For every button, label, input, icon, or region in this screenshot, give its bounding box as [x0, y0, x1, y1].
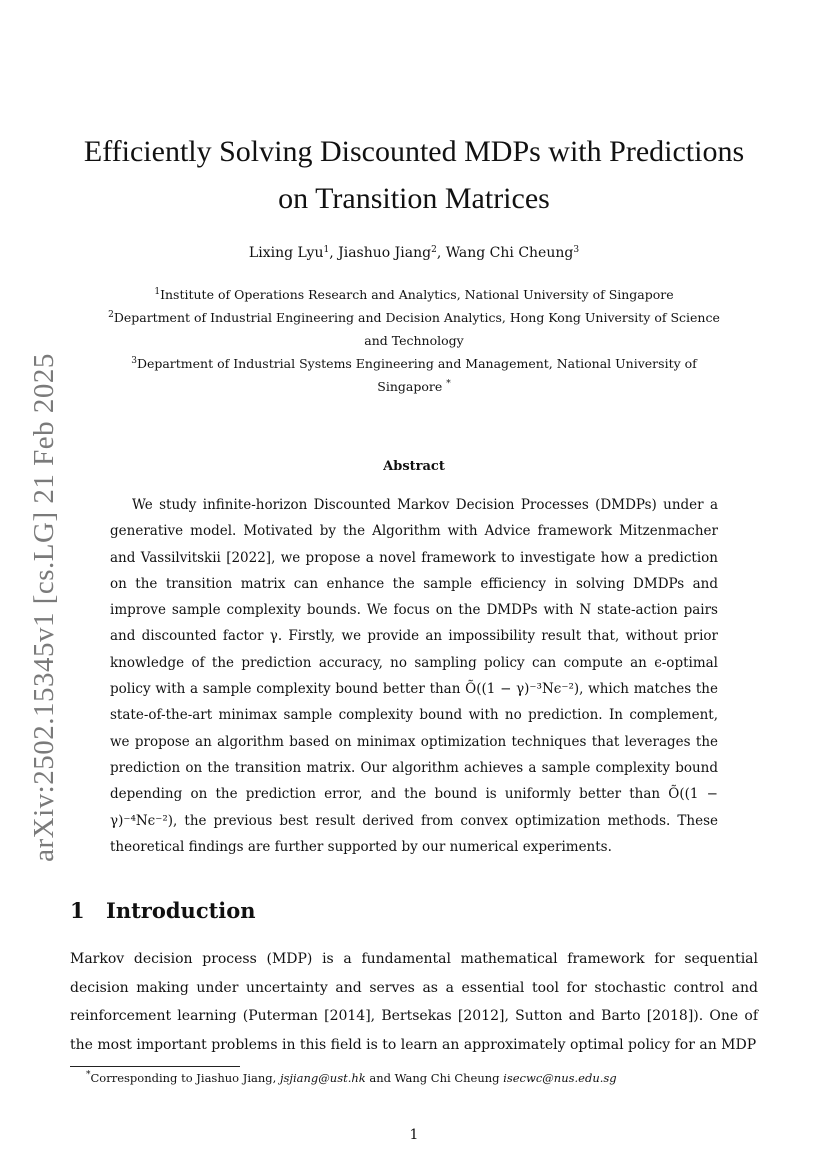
author-name: Wang Chi Cheung — [445, 245, 574, 261]
abstract-heading: Abstract — [383, 459, 445, 474]
section-number: 1 — [70, 898, 85, 923]
affiliation-item: $^1$Institute of Operations Research and Analytics, National University of Singapore — [154, 287, 674, 302]
abstract-body — [110, 492, 718, 860]
footnote-mark: * — [446, 379, 451, 389]
footnote-mark: * — [86, 1070, 91, 1080]
affiliation-item: $^2$Department of Industrial Engineering and Decision Analytics, Hong Kong University of Science and Technology — [108, 310, 720, 348]
page-number: 1 — [409, 1127, 419, 1143]
author-list: Lixing Lyu$^1$, Jiashuo Jiang$^2$, Wang Chi Cheung$^3$ — [248, 245, 580, 261]
body-paragraph: Markov decision process (MDP) is a fundamental mathematical framework for sequential decision making under uncertainty and serves as a essential tool for stochastic control and reinforcement learning (Puterman [2014], Bertsekas [2012], Sutton and Barto [2018]). One of the most important problems in this field is to learn an approximately optimal policy for an MDP — [70, 951, 758, 1053]
abstract-paragraph: We study infinite-horizon Discounted Markov Decision Processes (DMDPs) under a generative model. Motivated by the Algorithm with Advice framework Mitzenmacher and Vassilvitskii [2022], we propose a novel framework to investigate how a prediction on the transition matrix can enhance the sample efficiency in solving DMDPs and improve sample complexity bounds. We focus on the DMDPs with N state-action pairs and discounted factor γ. Firstly, we provide an impossibility result that, without prior knowledge of the prediction accuracy, no sampling policy can compute an ϵ-optimal policy with a sample complexity bound better than Õ((1 − γ)⁻³Nϵ⁻²), which matches the state-of-the-art minimax sample complexity bound with no prediction. In complement, we propose an algorithm based on minimax optimization techniques that leverages the prediction on the transition matrix. Our algorithm achieves a sample complexity bound depending on the prediction error, and the bound is uniformly better than Õ((1 − γ)⁻⁴Nϵ⁻²), the previous best result derived from convex optimization methods. These theoretical findings are further supported by our numerical experiments. — [110, 497, 718, 855]
affiliation-item: $^3$Department of Industrial Systems Engineering and Management, National University of Singapore * — [131, 356, 697, 394]
email-link[interactable]: isecwc@nus.edu.sg — [503, 1071, 617, 1085]
author-affiliation-mark: 1 — [323, 245, 330, 255]
author-name: Jiashuo Jiang — [338, 245, 432, 261]
author-affiliation-mark: 3 — [573, 245, 580, 255]
introduction-body — [70, 945, 758, 1059]
section-title: Introduction — [106, 898, 256, 923]
footnote-divider — [70, 1066, 240, 1067]
paper-title — [60, 128, 768, 222]
section-heading — [70, 898, 256, 923]
arxiv-identifier-stamp — [18, 353, 70, 862]
affiliation-list — [100, 283, 728, 398]
title-line-2: on Transition Matrices — [278, 182, 550, 215]
author-name: Lixing Lyu — [248, 245, 324, 261]
arxiv-identifier-text: arXiv:2502.15345v1 [cs.LG] 21 Feb 2025 — [27, 353, 60, 862]
title-line-1: Efficiently Solving Discounted MDPs with Predictions — [83, 135, 745, 168]
email-link[interactable]: jsjiang@ust.hk — [279, 1071, 366, 1085]
author-affiliation-mark: 2 — [431, 245, 437, 255]
footnote: *Corresponding to Jiashuo Jiang, jsjiang@ust.hk and Wang Chi Cheung isecwc@nus.edu.sg — [86, 1070, 617, 1085]
